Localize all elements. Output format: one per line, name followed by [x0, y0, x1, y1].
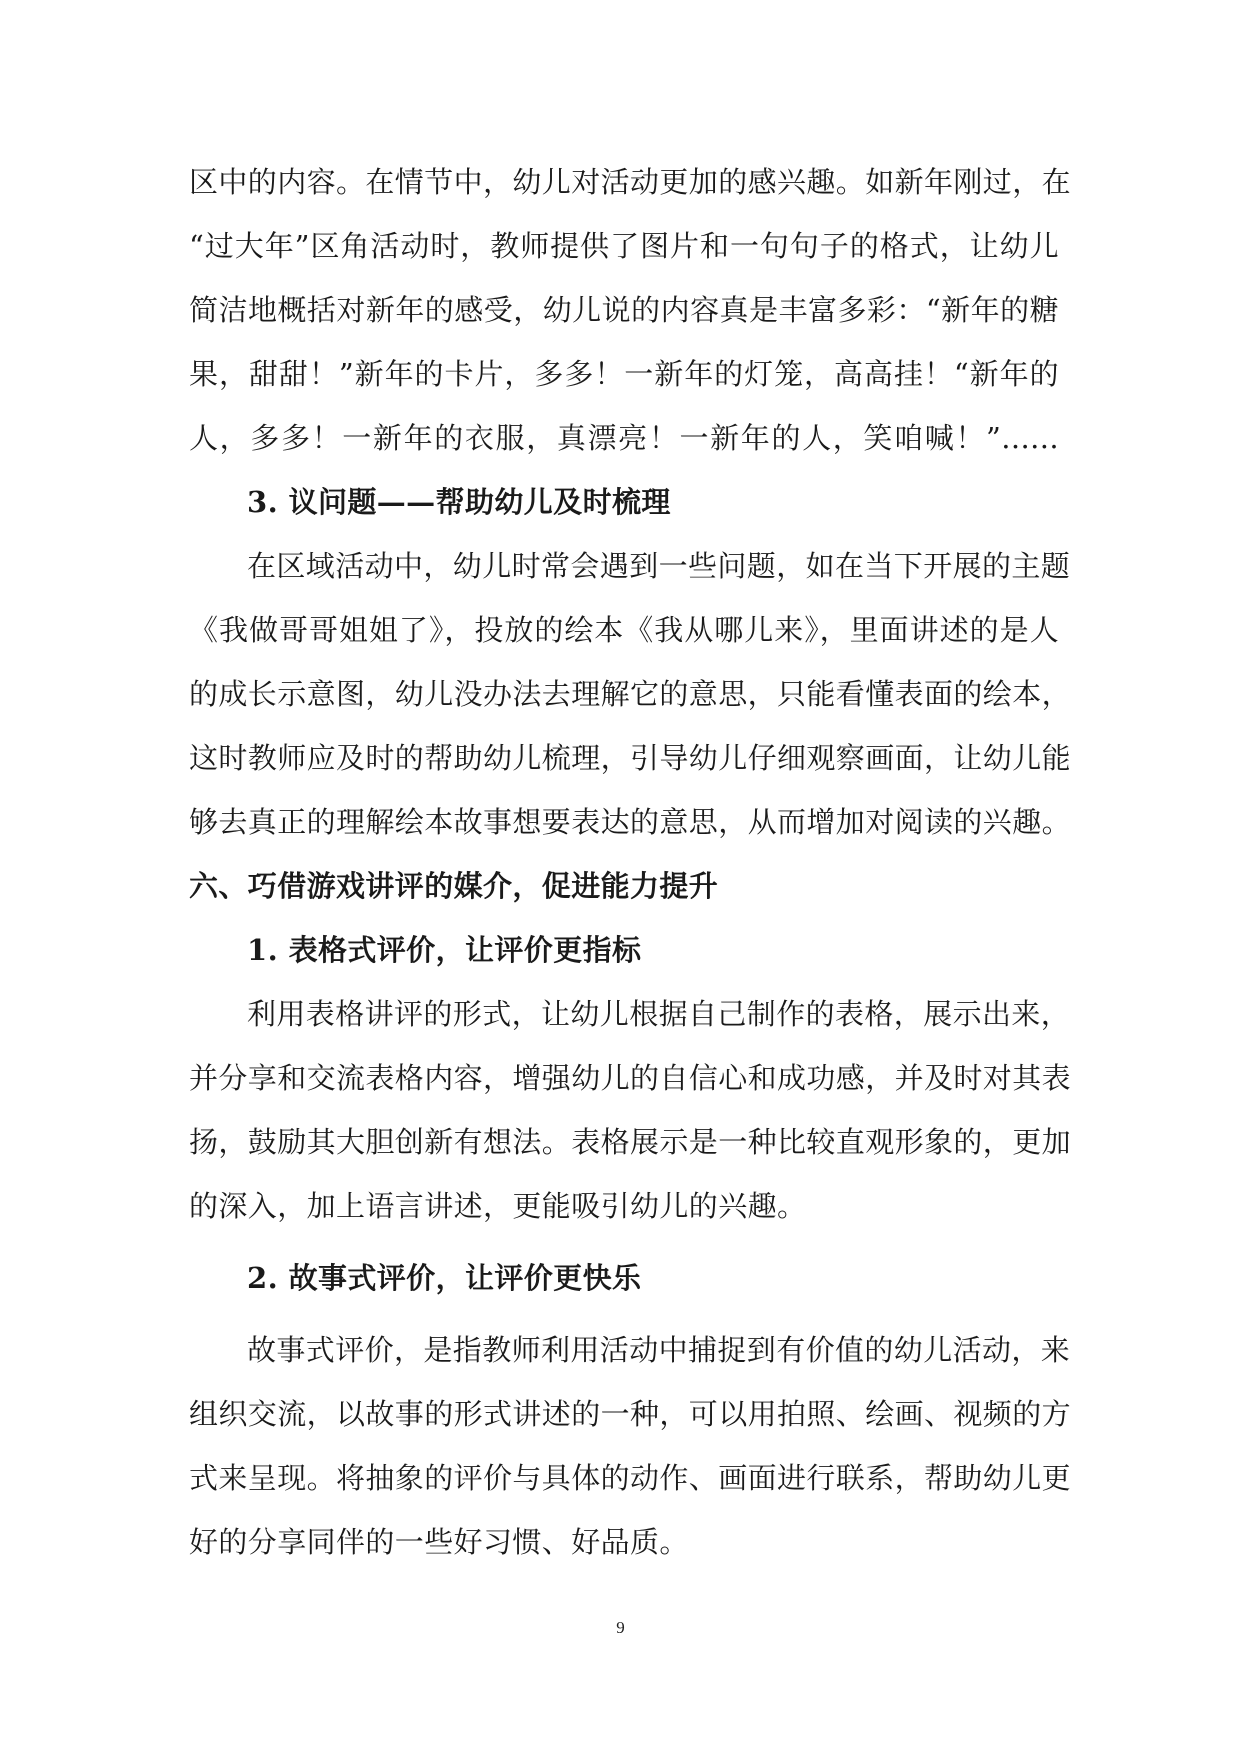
text-line: 式来呈现。将抽象的评价与具体的动作、画面进行联系，帮助幼儿更	[189, 1461, 1072, 1495]
paragraph-6-2	[189, 1318, 1072, 1574]
text-line: 人，多多！一新年的衣服，真漂亮！一新年的人，笑咱喊！”......	[189, 421, 1059, 455]
text-line: 扬，鼓励其大胆创新有想法。表格展示是一种比较直观形象的，更加	[189, 1125, 1072, 1159]
text-line: 这时教师应及时的帮助幼儿梳理，引导幼儿仔细观察画面，让幼儿能	[189, 741, 1072, 775]
paragraph-continued	[189, 150, 1072, 470]
subheading-6-2: 2. 故事式评价，让评价更快乐	[247, 1261, 642, 1295]
text-line: 并分享和交流表格内容，增强幼儿的自信心和成功感，并及时对其表	[189, 1061, 1072, 1095]
spacer	[189, 1310, 1059, 1318]
text-line: 故事式评价，是指教师利用活动中捕捉到有价值的幼儿活动，来	[247, 1333, 1071, 1367]
text-line: 的深入，加上语言讲述，更能吸引幼儿的兴趣。	[189, 1189, 807, 1223]
text-line: 果，甜甜！”新年的卡片，多多！一新年的灯笼，高高挂！“新年的	[189, 357, 1059, 391]
subheading-3: 3. 议问题——帮助幼儿及时梳理	[247, 485, 671, 519]
page-content	[189, 150, 1072, 1574]
section-heading-6: 六、巧借游戏讲评的媒介，促进能力提升	[189, 869, 719, 903]
text-line: “过大年”区角活动时，教师提供了图片和一句句子的格式，让幼儿	[189, 229, 1059, 263]
subheading-6-1: 1. 表格式评价，让评价更指标	[247, 933, 642, 967]
text-line: 好的分享同伴的一些好习惯、好品质。	[189, 1525, 689, 1559]
paragraph-6-1	[189, 982, 1072, 1238]
text-line: 利用表格讲评的形式，让幼儿根据自己制作的表格，展示出来，	[247, 997, 1071, 1031]
text-line: 够去真正的理解绘本故事想要表达的意思，从而增加对阅读的兴趣。	[189, 805, 1072, 839]
text-line: 简洁地概括对新年的感受，幼儿说的内容真是丰富多彩：“新年的糖	[189, 293, 1059, 327]
text-line: 的成长示意图，幼儿没办法去理解它的意思，只能看懂表面的绘本，	[189, 677, 1072, 711]
text-line: 组织交流，以故事的形式讲述的一种，可以用拍照、绘画、视频的方	[189, 1397, 1072, 1431]
text-line: 《我做哥哥姐姐了》，投放的绘本《我从哪儿来》，里面讲述的是人	[189, 613, 1059, 647]
paragraph-3	[189, 534, 1072, 854]
text-line: 区中的内容。在情节中，幼儿对活动更加的感兴趣。如新年刚过，在	[189, 165, 1072, 199]
text-line: 在区域活动中，幼儿时常会遇到一些问题，如在当下开展的主题	[247, 549, 1071, 583]
spacer	[189, 1238, 1059, 1246]
page-number: 9	[616, 1618, 625, 1637]
